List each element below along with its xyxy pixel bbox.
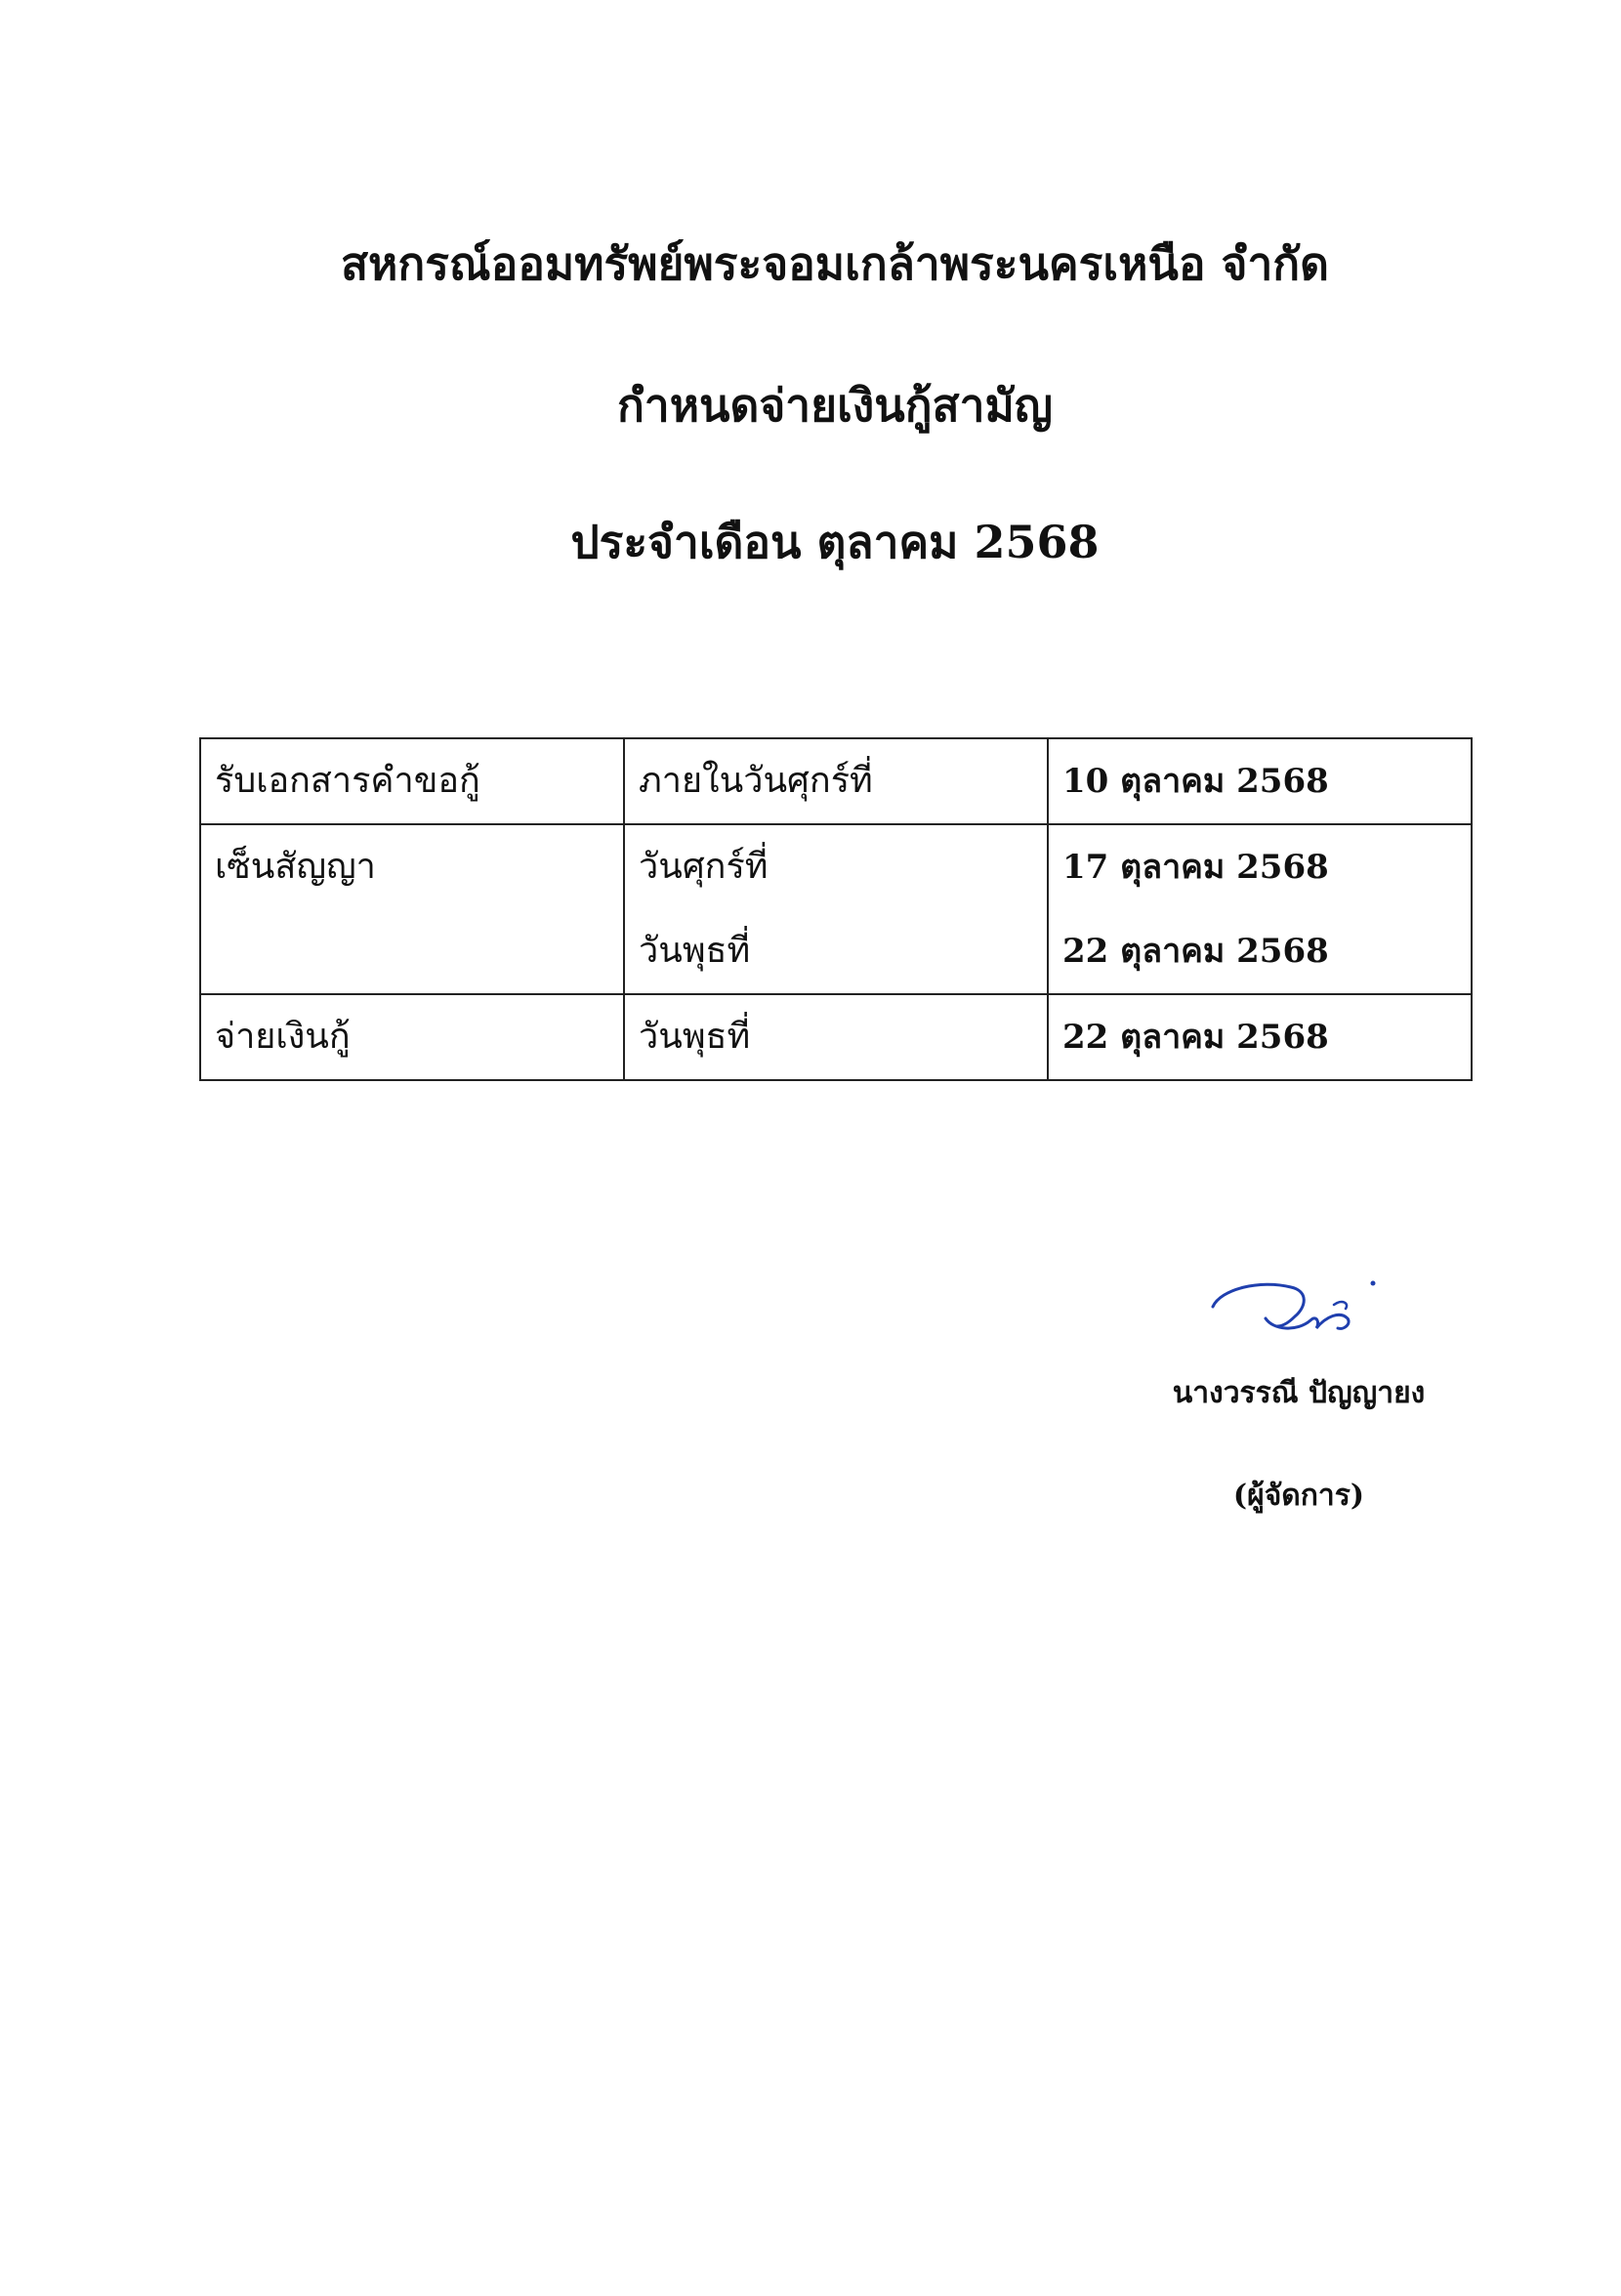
step-label: รับเอกสารคำขอกู้ xyxy=(215,761,480,801)
day-cell xyxy=(624,738,1048,824)
organization-title: สหกรณ์ออมทรัพย์พระจอมเกล้าพระนครเหนือ จำกัด xyxy=(340,237,1330,290)
date-value: 22 ตุลาคม 2568 xyxy=(1062,1018,1329,1057)
date-value: 10 ตุลาคม 2568 xyxy=(1062,762,1329,801)
table-row xyxy=(200,994,1472,1080)
day-label: วันศุกร์ที่ xyxy=(639,847,769,887)
document-period: ประจำเดือน ตุลาคม 2568 xyxy=(570,516,1100,568)
day-label: ภายในวันศุกร์ที่ xyxy=(639,761,873,801)
loan-schedule-table xyxy=(199,737,1473,1081)
step-label-cell xyxy=(200,824,624,994)
table-row xyxy=(200,738,1472,824)
document-subject: กำหนดจ่ายเงินกู้สามัญ xyxy=(617,379,1053,432)
spacer xyxy=(215,909,623,993)
day-cell xyxy=(624,994,1048,1080)
date-value: 17 ตุลาคม 2568 xyxy=(1062,848,1329,887)
date-cell xyxy=(1048,738,1472,824)
day-cell xyxy=(624,824,1048,994)
step-label: จ่ายเงินกู้ xyxy=(215,1017,351,1057)
step-label: เซ็นสัญญา xyxy=(215,847,376,887)
date-cell xyxy=(1048,824,1472,994)
signatory-name: นางวรรณี ปัญญายง xyxy=(1172,1376,1426,1410)
handwritten-signature xyxy=(1201,1270,1396,1357)
table-row xyxy=(200,824,1472,994)
step-label-cell xyxy=(200,994,624,1080)
step-label-cell xyxy=(200,738,624,824)
day-label: วันพุธที่ xyxy=(639,1017,751,1057)
date-value: 22 ตุลาคม 2568 xyxy=(1062,932,1329,971)
signatory-role: (ผู้จัดการ) xyxy=(1232,1479,1365,1513)
day-label: วันพุธที่ xyxy=(639,931,751,971)
date-cell xyxy=(1048,994,1472,1080)
